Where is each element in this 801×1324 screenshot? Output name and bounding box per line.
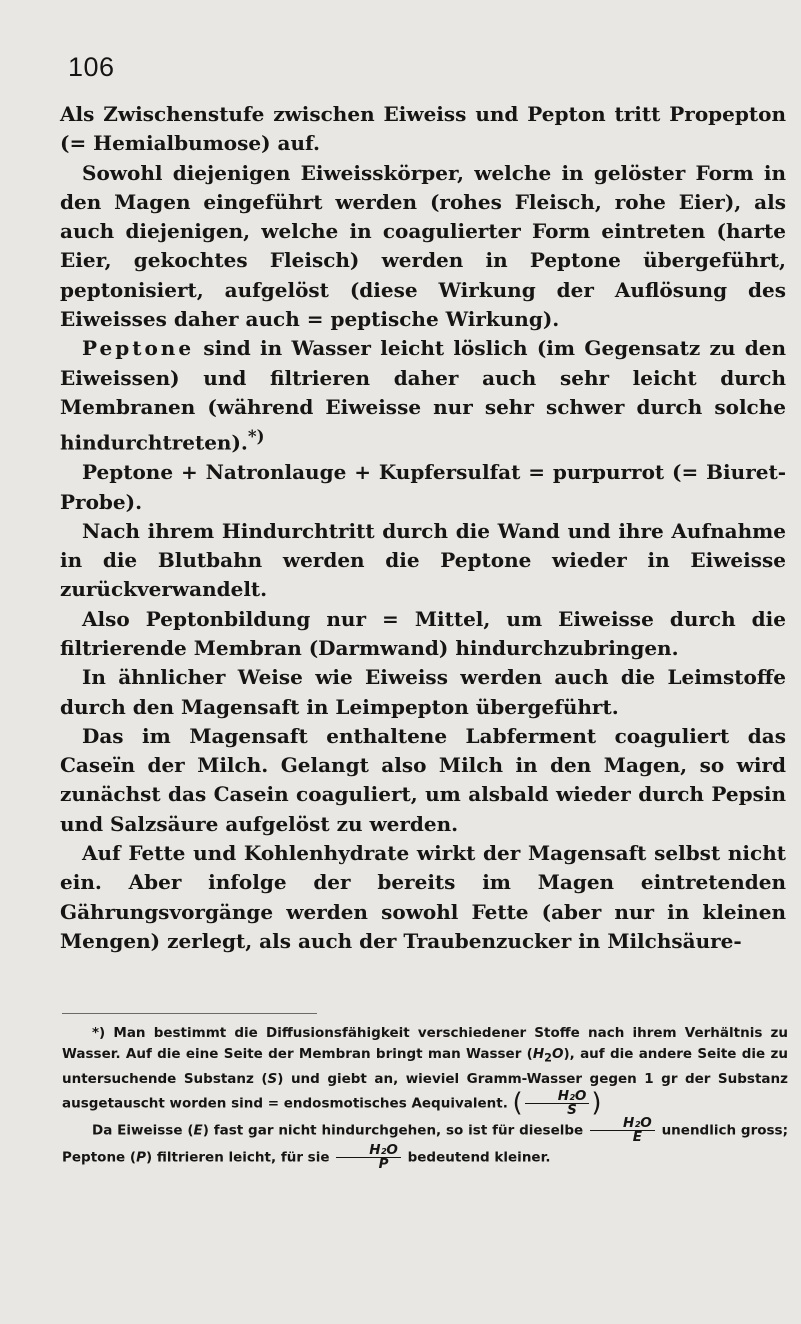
- footnote-marker: *): [247, 426, 265, 447]
- peptone-spaced-word: Peptone: [82, 336, 195, 361]
- fraction-h2o-e: $\frac{\text{H₂O}}{E}$: [590, 1117, 655, 1144]
- paragraph-labferment: Das im Magensaft enthaltene Labferment coaguliert das Caseïn der Milch. Gelangt also Milch in den Magen, so wird zunächst das Casein coaguliert, um alsbald wieder durch Pepsin und Salzsäure aufgelöst zu werden.: [60, 723, 786, 836]
- paragraph-peptonbildung: Also Peptonbildung nur = Mittel, um Eiweisse durch die filtrierende Membran (Darmwand) hindurchzubringen.: [60, 606, 786, 660]
- paragraph-peptone: [60, 334, 786, 458]
- fraction-h2o-p: $\frac{\text{H₂O}}{P}$: [336, 1144, 401, 1171]
- footnote-paragraph-2: Da Eiweisse (E) fast gar nicht hindurchgehen, so ist für dieselbe $\frac{\text{H₂O}}{E}$ unendlich gross; Peptone (P) filtrieren leicht, für sie $\frac{\text{H₂O}}{P}$ bedeutend kleiner.: [62, 1114, 788, 1172]
- peptone-text: sind in Wasser leicht löslich (im Gegensatz zu den Eiweissen) und filtrieren daher auch sehr leicht durch Membranen (während Eiweisse nur sehr schwer durch solche hindurchtreten).: [60, 336, 786, 455]
- paragraph-leimstoffe: In ähnlicher Weise wie Eiweiss werden auch die Leimstoffe durch den Magensaft in Leimpepton übergeführt.: [60, 665, 786, 719]
- page-number: 106: [68, 52, 115, 82]
- footnote: [62, 1023, 788, 1171]
- fraction-h2o-s: $\frac{\text{H₂O}}{S}$: [525, 1090, 590, 1117]
- paragraph-blutbahn: Nach ihrem Hindurchtritt durch die Wand und ihre Aufnahme in die Blutbahn werden die Peptone wieder in Eiweisse zurückverwandelt.: [60, 518, 786, 602]
- paragraph-eiweisskoerper: Sowohl diejenigen Eiweisskörper, welche in gelöster Form in den Magen eingeführt werden (rohes Fleisch, rohe Eier), als auch diejenigen, welche in coagulierter Form eintreten (harte Eier, gekochtes Fleisch) werden in Peptone übergeführt, peptonisiert, aufgelöst (diese Wirkung der Auflösung des Eiweisses daher auch = peptische Wirkung).: [60, 160, 786, 332]
- paragraph-biuret: Peptone + Natronlauge + Kupfersulfat = purpurrot (= Biuret-Probe).: [60, 460, 786, 514]
- body-text: [60, 100, 786, 956]
- paragraph-fette: Auf Fette und Kohlenhydrate wirkt der Magensaft selbst nicht ein. Aber infolge der bereits im Magen eintretenden Gährungsvorgänge werden sowohl Fette (aber nur in kleinen Mengen) zerlegt, als auch der Traubenzucker in Milchsäure-: [60, 841, 786, 953]
- paragraph-propepton: Als Zwischenstufe zwischen Eiweiss und Pepton tritt Propepton (= Hemialbumose) auf.: [60, 102, 786, 156]
- footnote-paragraph-1: *) Man bestimmt die Diffusionsfähigkeit verschiedener Stoffe nach ihrem Verhältnis zu Wasser. Auf die eine Seite der Membran bringt man Wasser $(H_2O)$, auf die andere Seite die zu untersuchende Substanz (S) und giebt an, wieviel Gramm-Wasser gegen 1 gr der Substanz ausgetauscht worden sind = endosmotisches Aequivalent. ( $\frac{\text{H₂O}}{S}$ ): [62, 1025, 788, 1118]
- footnote-divider: [62, 1013, 317, 1014]
